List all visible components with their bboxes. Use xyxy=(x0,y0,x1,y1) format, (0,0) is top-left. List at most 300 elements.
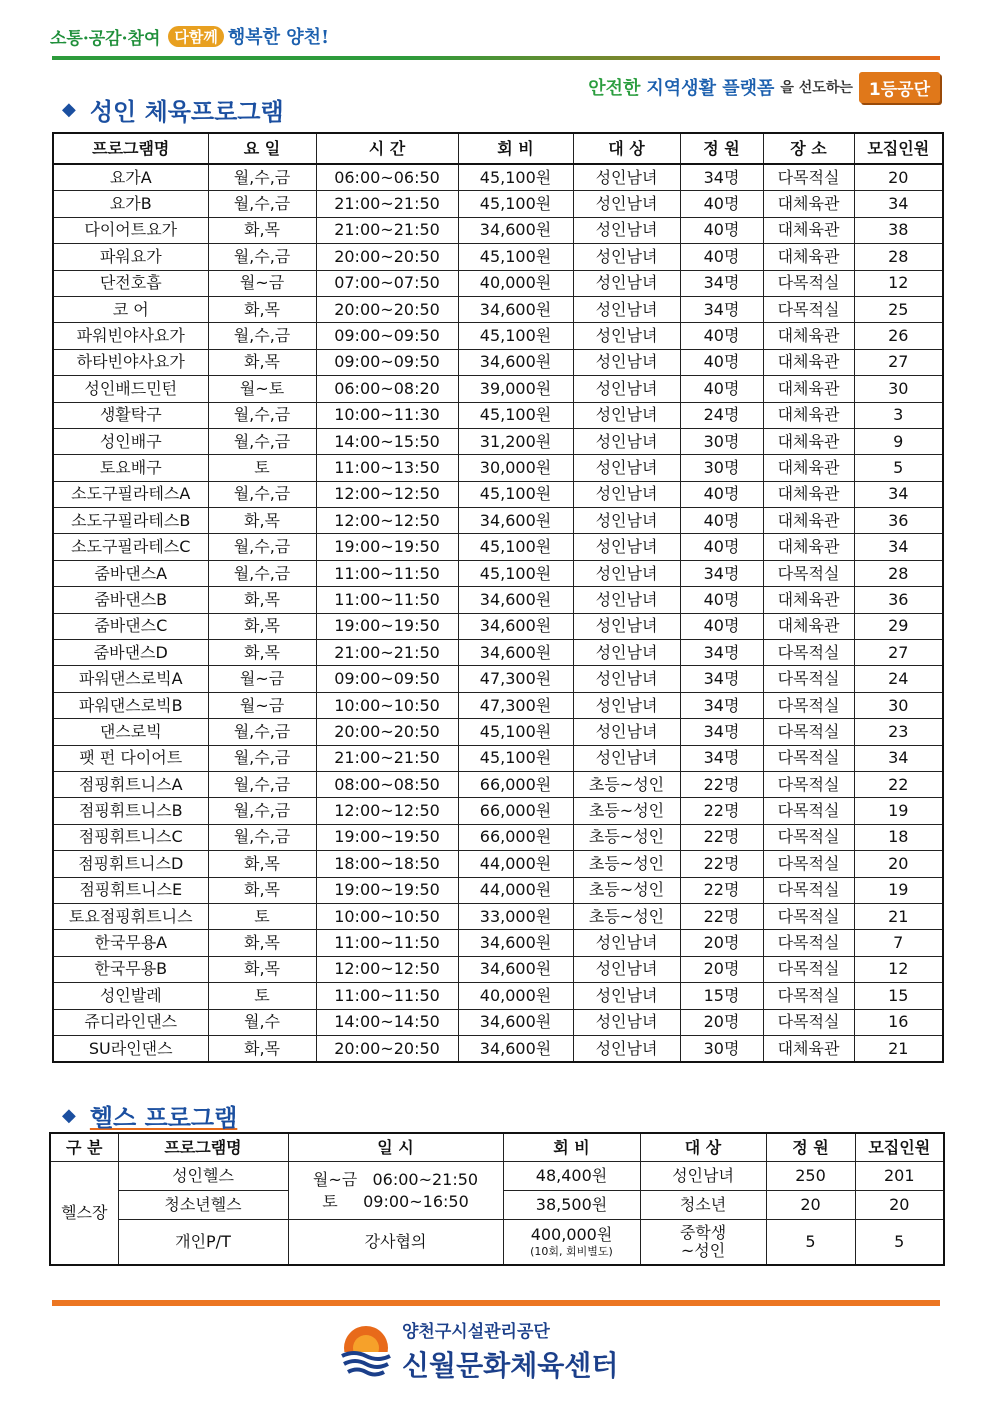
target-cell: 성인남녀 xyxy=(573,349,680,375)
target-cell: 초등~성인 xyxy=(573,877,680,903)
program-name: 점핑휘트니스D xyxy=(53,851,208,877)
place-cell: 대체육관 xyxy=(763,534,854,560)
capacity-cell: 40명 xyxy=(680,244,763,270)
fee-cell: 34,600원 xyxy=(458,640,573,666)
program-name: 소도구필라테스C xyxy=(53,534,208,560)
recruit-cell: 28 xyxy=(854,244,943,270)
fee-cell: 30,000원 xyxy=(458,455,573,481)
recruit-cell: 27 xyxy=(854,349,943,375)
recruit-cell: 5 xyxy=(855,1220,944,1266)
fee-cell: 44,000원 xyxy=(458,851,573,877)
col-header-capacity: 정 원 xyxy=(680,133,763,164)
target-cell: 성인남녀 xyxy=(573,587,680,613)
fee-cell: 66,000원 xyxy=(458,798,573,824)
time-cell: 20:00~20:50 xyxy=(316,244,458,270)
capacity-cell: 40명 xyxy=(680,534,763,560)
place-cell: 다목적실 xyxy=(763,560,854,586)
header-motto xyxy=(588,70,940,104)
fee-cell: 45,100원 xyxy=(458,191,573,217)
slogan-text-2: 다함께 xyxy=(168,26,223,47)
section-title-health xyxy=(62,1098,237,1133)
place-cell: 다목적실 xyxy=(763,956,854,982)
target-cell: 성인남녀 xyxy=(573,534,680,560)
fee-cell: 38,500원 xyxy=(503,1191,640,1220)
days-cell: 월~금 xyxy=(208,270,316,296)
program-name: 한국무용A xyxy=(53,930,208,956)
capacity-cell: 40명 xyxy=(680,191,763,217)
days-cell: 화,목 xyxy=(208,930,316,956)
time-cell: 21:00~21:50 xyxy=(316,217,458,243)
target-cell: 청소년 xyxy=(640,1191,766,1220)
place-cell: 대체육관 xyxy=(763,376,854,402)
target-cell: 성인남녀 xyxy=(573,745,680,771)
fee-cell: 48,400원 xyxy=(503,1162,640,1191)
capacity-cell: 5 xyxy=(766,1220,855,1266)
capacity-cell: 34명 xyxy=(680,692,763,718)
recruit-cell: 26 xyxy=(854,323,943,349)
recruit-cell: 24 xyxy=(854,666,943,692)
fee-cell: 66,000원 xyxy=(458,824,573,850)
target-line-1: 중학생 xyxy=(679,1223,727,1243)
section-title-text: 헬스 프로그램 xyxy=(89,1104,238,1132)
place-cell: 대체육관 xyxy=(763,613,854,639)
target-cell xyxy=(640,1220,766,1266)
days-cell: 월~토 xyxy=(208,376,316,402)
time-cell: 10:00~11:30 xyxy=(316,402,458,428)
time-cell: 20:00~20:50 xyxy=(316,1035,458,1062)
col-header-place: 장 소 xyxy=(763,133,854,164)
target-cell: 성인남녀 xyxy=(573,508,680,534)
time-cell: 12:00~12:50 xyxy=(316,508,458,534)
days-cell: 화,목 xyxy=(208,587,316,613)
time-cell: 12:00~12:50 xyxy=(316,956,458,982)
place-cell: 대체육관 xyxy=(763,1035,854,1062)
table-header-row xyxy=(53,133,943,164)
time-cell: 11:00~11:50 xyxy=(316,587,458,613)
table-row xyxy=(53,771,943,797)
table-row xyxy=(53,164,943,191)
days-cell: 토 xyxy=(208,983,316,1009)
recruit-cell: 20 xyxy=(855,1191,944,1220)
days-cell: 월~금 xyxy=(208,692,316,718)
col-header-recruit: 모집인원 xyxy=(855,1133,944,1162)
target-cell: 성인남녀 xyxy=(573,455,680,481)
table-row xyxy=(53,296,943,322)
target-cell: 초등~성인 xyxy=(573,798,680,824)
program-name: 청소년헬스 xyxy=(118,1191,288,1220)
fee-value: 400,000원 xyxy=(530,1224,613,1244)
target-cell: 성인남녀 xyxy=(573,1035,680,1062)
time-cell: 12:00~12:50 xyxy=(316,798,458,824)
program-name: 코 어 xyxy=(53,296,208,322)
capacity-cell: 20 xyxy=(766,1191,855,1220)
days-cell: 월,수 xyxy=(208,1009,316,1035)
place-cell: 다목적실 xyxy=(763,1009,854,1035)
category-cell: 헬스장 xyxy=(50,1162,118,1266)
table-row xyxy=(53,666,943,692)
capacity-cell: 34명 xyxy=(680,164,763,191)
place-cell: 다목적실 xyxy=(763,771,854,797)
recruit-cell: 20 xyxy=(854,164,943,191)
capacity-cell: 15명 xyxy=(680,983,763,1009)
table-header-row xyxy=(50,1133,944,1162)
table-row xyxy=(53,508,943,534)
place-cell: 다목적실 xyxy=(763,164,854,191)
table-row xyxy=(53,903,943,929)
place-cell: 대체육관 xyxy=(763,508,854,534)
program-name: 요가B xyxy=(53,191,208,217)
col-header-fee: 회 비 xyxy=(458,133,573,164)
program-name: 다이어트요가 xyxy=(53,217,208,243)
diamond-bullet-icon: ◆ xyxy=(62,1105,76,1126)
recruit-cell: 19 xyxy=(854,798,943,824)
days-cell: 화,목 xyxy=(208,877,316,903)
recruit-cell: 16 xyxy=(854,1009,943,1035)
place-cell: 다목적실 xyxy=(763,270,854,296)
target-line-2: ~성인 xyxy=(680,1241,726,1260)
target-cell: 성인남녀 xyxy=(573,270,680,296)
table-row xyxy=(53,930,943,956)
time-cell: 18:00~18:50 xyxy=(316,851,458,877)
section-title-adult xyxy=(62,92,284,127)
table-row xyxy=(53,481,943,507)
place-cell: 대체육관 xyxy=(763,244,854,270)
recruit-cell: 34 xyxy=(854,481,943,507)
time-cell: 21:00~21:50 xyxy=(316,640,458,666)
table-row xyxy=(53,798,943,824)
fee-cell: 34,600원 xyxy=(458,613,573,639)
program-name: 토요배구 xyxy=(53,455,208,481)
table-row xyxy=(53,1035,943,1062)
table-row xyxy=(53,719,943,745)
place-cell: 다목적실 xyxy=(763,851,854,877)
col-header-schedule: 일 시 xyxy=(288,1133,503,1162)
days-cell: 토 xyxy=(208,455,316,481)
time-cell: 11:00~11:50 xyxy=(316,930,458,956)
place-cell: 다목적실 xyxy=(763,798,854,824)
target-cell: 성인남녀 xyxy=(573,402,680,428)
days-cell: 월,수,금 xyxy=(208,771,316,797)
capacity-cell: 34명 xyxy=(680,745,763,771)
recruit-cell: 22 xyxy=(854,771,943,797)
days-cell: 월,수,금 xyxy=(208,402,316,428)
recruit-cell: 34 xyxy=(854,191,943,217)
time-cell: 11:00~11:50 xyxy=(316,560,458,586)
time-cell: 21:00~21:50 xyxy=(316,745,458,771)
place-cell: 대체육관 xyxy=(763,191,854,217)
recruit-cell: 21 xyxy=(854,903,943,929)
recruit-cell: 28 xyxy=(854,560,943,586)
table-row xyxy=(53,824,943,850)
time-cell: 07:00~07:50 xyxy=(316,270,458,296)
time-cell: 19:00~19:50 xyxy=(316,534,458,560)
place-cell: 대체육관 xyxy=(763,402,854,428)
recruit-cell: 25 xyxy=(854,296,943,322)
fee-cell: 33,000원 xyxy=(458,903,573,929)
recruit-cell: 34 xyxy=(854,745,943,771)
schedule-cell xyxy=(288,1162,503,1220)
program-name: 파워댄스로빅B xyxy=(53,692,208,718)
col-header-recruit: 모집인원 xyxy=(854,133,943,164)
table-row xyxy=(53,534,943,560)
slogan-text-3: 행복한 양천! xyxy=(227,27,329,48)
days-cell: 월,수,금 xyxy=(208,428,316,454)
program-name: 토요점핑휘트니스 xyxy=(53,903,208,929)
motto-text-3: 을 선도하는 xyxy=(780,80,853,96)
table-row xyxy=(53,851,943,877)
table-row xyxy=(53,376,943,402)
fee-cell: 34,600원 xyxy=(458,296,573,322)
fee-cell: 45,100원 xyxy=(458,534,573,560)
footer-logo xyxy=(338,1318,658,1382)
motto-text-2: 지역생활 플랫폼 xyxy=(646,78,775,99)
diamond-bullet-icon: ◆ xyxy=(62,99,76,120)
days-cell: 화,목 xyxy=(208,296,316,322)
program-name: 한국무용B xyxy=(53,956,208,982)
capacity-cell: 34명 xyxy=(680,560,763,586)
days-cell: 월,수,금 xyxy=(208,164,316,191)
fee-cell: 34,600원 xyxy=(458,956,573,982)
recruit-cell: 27 xyxy=(854,640,943,666)
col-header-fee: 회 비 xyxy=(503,1133,640,1162)
time-cell: 21:00~21:50 xyxy=(316,191,458,217)
program-name: 요가A xyxy=(53,164,208,191)
target-cell: 성인남녀 xyxy=(573,244,680,270)
place-cell: 대체육관 xyxy=(763,428,854,454)
time-cell: 10:00~10:50 xyxy=(316,692,458,718)
table-row xyxy=(53,692,943,718)
fee-cell: 45,100원 xyxy=(458,560,573,586)
table-row xyxy=(50,1162,944,1191)
fee-cell: 31,200원 xyxy=(458,428,573,454)
table-row xyxy=(53,877,943,903)
capacity-cell: 40명 xyxy=(680,613,763,639)
target-cell: 성인남녀 xyxy=(573,428,680,454)
target-cell: 성인남녀 xyxy=(573,164,680,191)
target-cell: 성인남녀 xyxy=(640,1162,766,1191)
recruit-cell: 36 xyxy=(854,587,943,613)
schedule-saturday: 토 09:00~16:50 xyxy=(322,1191,469,1211)
recruit-cell: 18 xyxy=(854,824,943,850)
target-cell: 초등~성인 xyxy=(573,903,680,929)
days-cell: 월,수,금 xyxy=(208,824,316,850)
recruit-cell: 20 xyxy=(854,851,943,877)
time-cell: 08:00~08:50 xyxy=(316,771,458,797)
section-title-text: 성인 체육프로그램 xyxy=(89,98,284,126)
target-cell: 성인남녀 xyxy=(573,719,680,745)
place-cell: 대체육관 xyxy=(763,217,854,243)
table-row xyxy=(53,1009,943,1035)
target-cell: 성인남녀 xyxy=(573,296,680,322)
program-name: 성인헬스 xyxy=(118,1162,288,1191)
table-row xyxy=(53,191,943,217)
program-name: 점핑휘트니스E xyxy=(53,877,208,903)
capacity-cell: 40명 xyxy=(680,508,763,534)
capacity-cell: 34명 xyxy=(680,719,763,745)
health-program-table xyxy=(49,1132,945,1266)
fee-cell: 34,600원 xyxy=(458,508,573,534)
footer-divider xyxy=(52,1300,940,1306)
place-cell: 다목적실 xyxy=(763,903,854,929)
capacity-cell: 250 xyxy=(766,1162,855,1191)
days-cell: 월,수,금 xyxy=(208,244,316,270)
place-cell: 다목적실 xyxy=(763,983,854,1009)
fee-cell: 34,600원 xyxy=(458,930,573,956)
program-name: 소도구필라테스A xyxy=(53,481,208,507)
recruit-cell: 5 xyxy=(854,455,943,481)
target-cell: 성인남녀 xyxy=(573,930,680,956)
fee-cell: 45,100원 xyxy=(458,244,573,270)
fee-cell: 66,000원 xyxy=(458,771,573,797)
time-cell: 11:00~13:50 xyxy=(316,455,458,481)
target-cell: 성인남녀 xyxy=(573,191,680,217)
fee-cell: 45,100원 xyxy=(458,719,573,745)
motto-text-1: 안전한 xyxy=(588,78,641,99)
days-cell: 월,수,금 xyxy=(208,745,316,771)
time-cell: 09:00~09:50 xyxy=(316,666,458,692)
capacity-cell: 30명 xyxy=(680,455,763,481)
recruit-cell: 9 xyxy=(854,428,943,454)
capacity-cell: 20명 xyxy=(680,1009,763,1035)
table-row xyxy=(53,640,943,666)
recruit-cell: 38 xyxy=(854,217,943,243)
time-cell: 14:00~14:50 xyxy=(316,1009,458,1035)
time-cell: 12:00~12:50 xyxy=(316,481,458,507)
fee-cell: 45,100원 xyxy=(458,323,573,349)
program-name: 점핑휘트니스C xyxy=(53,824,208,850)
recruit-cell: 7 xyxy=(854,930,943,956)
program-name: 파워빈야사요가 xyxy=(53,323,208,349)
program-name: 줌바댄스D xyxy=(53,640,208,666)
col-header-target: 대 상 xyxy=(640,1133,766,1162)
recruit-cell: 201 xyxy=(855,1162,944,1191)
program-name: 점핑휘트니스B xyxy=(53,798,208,824)
recruit-cell: 30 xyxy=(854,376,943,402)
days-cell: 월~금 xyxy=(208,666,316,692)
time-cell: 06:00~06:50 xyxy=(316,164,458,191)
table-row xyxy=(53,956,943,982)
fee-cell: 45,100원 xyxy=(458,402,573,428)
target-cell: 성인남녀 xyxy=(573,217,680,243)
capacity-cell: 34명 xyxy=(680,270,763,296)
recruit-cell: 34 xyxy=(854,534,943,560)
time-cell: 06:00~08:20 xyxy=(316,376,458,402)
program-name: 파워댄스로빅A xyxy=(53,666,208,692)
program-name: 하타빈야사요가 xyxy=(53,349,208,375)
target-cell: 초등~성인 xyxy=(573,771,680,797)
place-cell: 다목적실 xyxy=(763,719,854,745)
capacity-cell: 40명 xyxy=(680,481,763,507)
days-cell: 월,수,금 xyxy=(208,719,316,745)
capacity-cell: 40명 xyxy=(680,376,763,402)
days-cell: 화,목 xyxy=(208,640,316,666)
org-name: 양천구시설관리공단 xyxy=(402,1321,550,1342)
table-row xyxy=(53,244,943,270)
days-cell: 화,목 xyxy=(208,613,316,639)
recruit-cell: 12 xyxy=(854,270,943,296)
capacity-cell: 20명 xyxy=(680,930,763,956)
capacity-cell: 30명 xyxy=(680,1035,763,1062)
table-row xyxy=(53,349,943,375)
col-header-name: 프로그램명 xyxy=(118,1133,288,1162)
target-cell: 초등~성인 xyxy=(573,851,680,877)
target-cell: 성인남녀 xyxy=(573,640,680,666)
place-cell: 다목적실 xyxy=(763,692,854,718)
fee-cell: 40,000원 xyxy=(458,270,573,296)
table-row xyxy=(53,455,943,481)
fee-cell: 44,000원 xyxy=(458,877,573,903)
table-row xyxy=(53,560,943,586)
fee-cell: 34,600원 xyxy=(458,587,573,613)
schedule-weekday: 월~금 06:00~21:50 xyxy=(312,1169,479,1189)
days-cell: 월,수,금 xyxy=(208,481,316,507)
capacity-cell: 40명 xyxy=(680,323,763,349)
program-name: 성인배드민턴 xyxy=(53,376,208,402)
days-cell: 화,목 xyxy=(208,349,316,375)
fee-cell: 47,300원 xyxy=(458,692,573,718)
table-row xyxy=(53,270,943,296)
days-cell: 화,목 xyxy=(208,851,316,877)
header-slogan xyxy=(50,22,329,50)
table-row xyxy=(50,1220,944,1266)
capacity-cell: 22명 xyxy=(680,903,763,929)
target-cell: 성인남녀 xyxy=(573,376,680,402)
program-name: 단전호흡 xyxy=(53,270,208,296)
target-cell: 성인남녀 xyxy=(573,323,680,349)
program-name: 댄스로빅 xyxy=(53,719,208,745)
place-cell: 대체육관 xyxy=(763,587,854,613)
fee-cell: 45,100원 xyxy=(458,481,573,507)
capacity-cell: 22명 xyxy=(680,824,763,850)
recruit-cell: 19 xyxy=(854,877,943,903)
program-name: 소도구필라테스B xyxy=(53,508,208,534)
target-cell: 성인남녀 xyxy=(573,956,680,982)
col-header-category: 구 분 xyxy=(50,1133,118,1162)
table-row xyxy=(53,983,943,1009)
fee-cell: 34,600원 xyxy=(458,1009,573,1035)
schedule-cell: 강사협의 xyxy=(288,1220,503,1266)
program-name: 성인발레 xyxy=(53,983,208,1009)
center-name: 신월문화체육센터 xyxy=(402,1348,619,1382)
table-row xyxy=(53,217,943,243)
days-cell: 화,목 xyxy=(208,508,316,534)
capacity-cell: 22명 xyxy=(680,798,763,824)
time-cell: 10:00~10:50 xyxy=(316,903,458,929)
capacity-cell: 34명 xyxy=(680,666,763,692)
recruit-cell: 30 xyxy=(854,692,943,718)
place-cell: 다목적실 xyxy=(763,824,854,850)
recruit-cell: 23 xyxy=(854,719,943,745)
recruit-cell: 29 xyxy=(854,613,943,639)
program-name: 파워요가 xyxy=(53,244,208,270)
program-name: 줌바댄스C xyxy=(53,613,208,639)
target-cell: 성인남녀 xyxy=(573,1009,680,1035)
place-cell: 대체육관 xyxy=(763,349,854,375)
fee-cell: 34,600원 xyxy=(458,217,573,243)
program-name: SU라인댄스 xyxy=(53,1035,208,1062)
days-cell: 토 xyxy=(208,903,316,929)
fee-note: (10회, 회비별도) xyxy=(530,1245,613,1259)
table-row xyxy=(53,745,943,771)
capacity-cell: 34명 xyxy=(680,296,763,322)
time-cell: 20:00~20:50 xyxy=(316,719,458,745)
time-cell: 11:00~11:50 xyxy=(316,983,458,1009)
program-name: 줌바댄스B xyxy=(53,587,208,613)
program-name: 팻 펀 다이어트 xyxy=(53,745,208,771)
place-cell: 다목적실 xyxy=(763,296,854,322)
program-name: 성인배구 xyxy=(53,428,208,454)
header-divider xyxy=(52,56,940,60)
